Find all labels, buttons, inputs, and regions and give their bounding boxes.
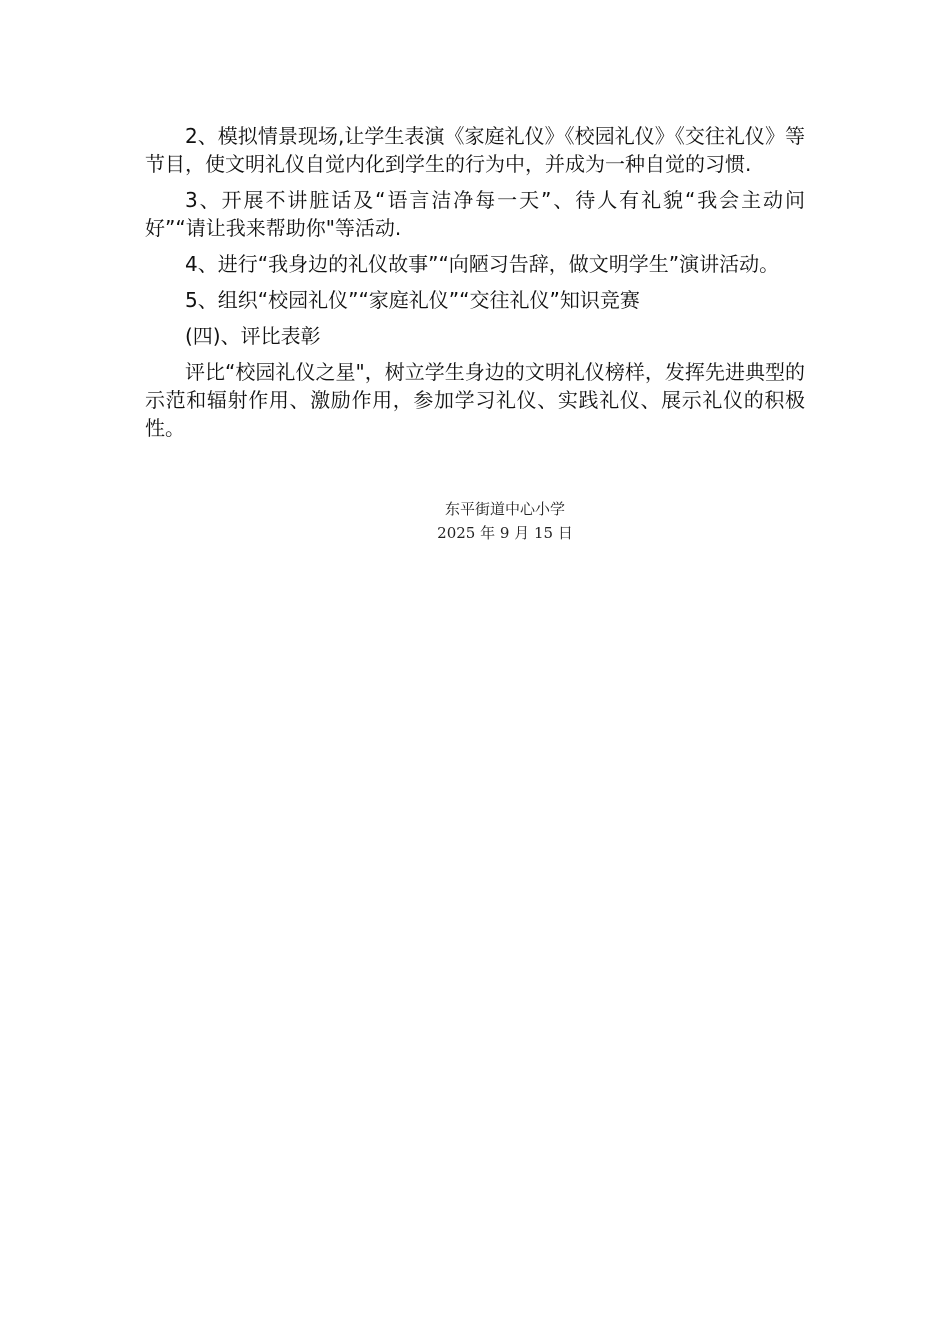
signature-block <box>145 497 865 545</box>
signature-organization: 东平街道中心小学 <box>444 500 565 518</box>
signature-date: 2025 年 9 月 15 日 <box>437 524 573 542</box>
paragraph-item-2: 2、模拟情景现场,让学生表演《家庭礼仪》《校园礼仪》《交往礼仪》等节目，使文明礼仪自觉内化到学生的行为中，并成为一种自觉的习惯. <box>145 124 805 176</box>
paragraph-awards: 评比“校园礼仪之星"，树立学生身边的文明礼仪榜样，发挥先进典型的示范和辐射作用、激励作用，参加学习礼仪、实践礼仪、展示礼仪的积极性。 <box>145 360 805 440</box>
document-body <box>145 122 805 450</box>
paragraph-item-3: 3、开展不讲脏话及“语言洁净每一天”、待人有礼貌“我会主动问好”“请让我来帮助你"等活动. <box>145 188 805 240</box>
paragraph-item-5: 5、组织“校园礼仪”“家庭礼仪”“交往礼仪”知识竞赛 <box>185 288 640 312</box>
section-heading-awards: (四)、评比表彰 <box>185 324 321 348</box>
paragraph-item-4: 4、进行“我身边的礼仪故事”“向陋习告辞，做文明学生”演讲活动。 <box>185 252 780 276</box>
